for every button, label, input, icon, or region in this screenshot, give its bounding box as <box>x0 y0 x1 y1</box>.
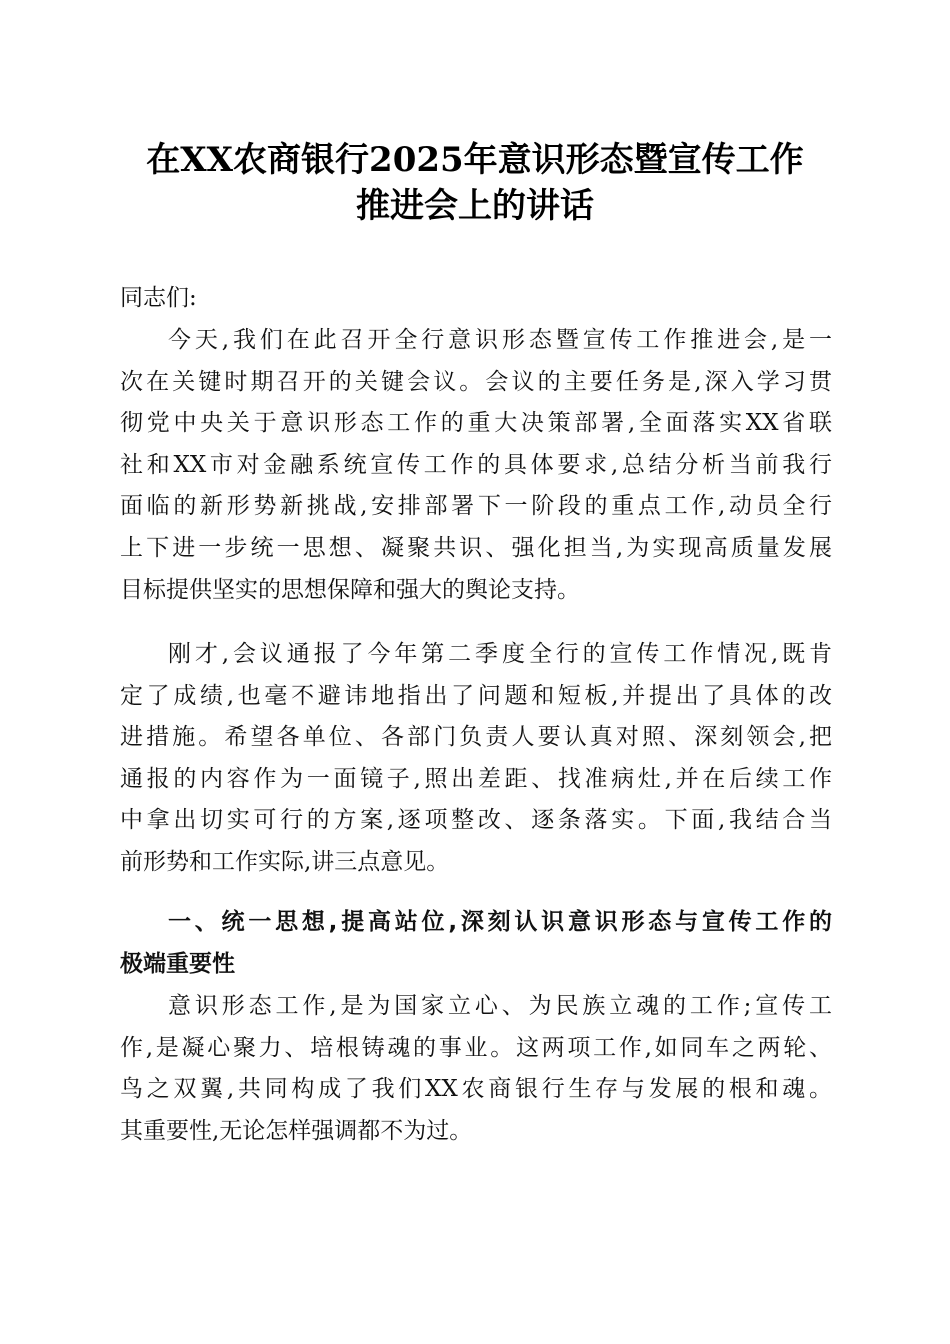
paragraph-2 <box>120 634 832 884</box>
paragraph-line: 今天,我们在此召开全行意识形态暨宣传工作推进会,是一 <box>168 327 832 353</box>
paragraph-line: 中拿出切实可行的方案,逐项整改、逐条落实。下面,我结合当 <box>120 807 832 834</box>
section-heading-line: 一、统一思想,提高站位,深刻认识意识形态与宣传工作的 <box>168 909 832 935</box>
paragraph-line: 次在关键时期召开的关键会议。会议的主要任务是,深入学习贯 <box>120 368 832 395</box>
paragraph-1 <box>120 320 832 611</box>
section-heading-line: 极端重要性 <box>120 950 235 977</box>
salutation: 同志们: <box>120 285 197 311</box>
paragraph-line: 通报的内容作为一面镜子,照出差距、找准病灶,并在后续工作 <box>120 765 832 792</box>
paragraph-line: 上下进一步统一思想、凝聚共识、强化担当,为实现高质量发展 <box>120 534 832 561</box>
paragraph-line: 鸟之双翼,共同构成了我们XX农商银行生存与发展的根和魂。 <box>120 1076 832 1103</box>
paragraph-line: 面临的新形势新挑战,安排部署下一阶段的重点工作,动员全行 <box>120 493 832 520</box>
paragraph-line: 其重要性,无论怎样强调都不为过。 <box>120 1117 473 1144</box>
paragraph-line: 刚才,会议通报了今年第二季度全行的宣传工作情况,既肯 <box>168 641 832 667</box>
paragraph-line: 彻党中央关于意识形态工作的重大决策部署,全面落实XX省联 <box>120 410 832 437</box>
document-title-line-2: 推进会上的讲话 <box>356 186 594 226</box>
paragraph-line: 定了成绩,也毫不避讳地指出了问题和短板,并提出了具体的改 <box>120 682 832 709</box>
paragraph-line: 作,是凝心聚力、培根铸魂的事业。这两项工作,如同车之两轮、 <box>120 1034 832 1061</box>
paragraph-line: 前形势和工作实际,讲三点意见。 <box>120 848 450 875</box>
paragraph-line: 意识形态工作,是为国家立心、为民族立魂的工作;宣传工 <box>168 993 832 1019</box>
paragraph-line: 目标提供坚实的思想保障和强大的舆论支持。 <box>120 576 580 603</box>
section-heading-1 <box>120 902 832 985</box>
paragraph-3 <box>120 986 832 1152</box>
paragraph-line: 进措施。希望各单位、各部门负责人要认真对照、深刻领会,把 <box>120 724 832 751</box>
document-title-line-1: 在XX农商银行2025年意识形态暨宣传工作 <box>146 140 804 180</box>
paragraph-line: 社和XX市对金融系统宣传工作的具体要求,总结分析当前我行 <box>120 451 832 478</box>
